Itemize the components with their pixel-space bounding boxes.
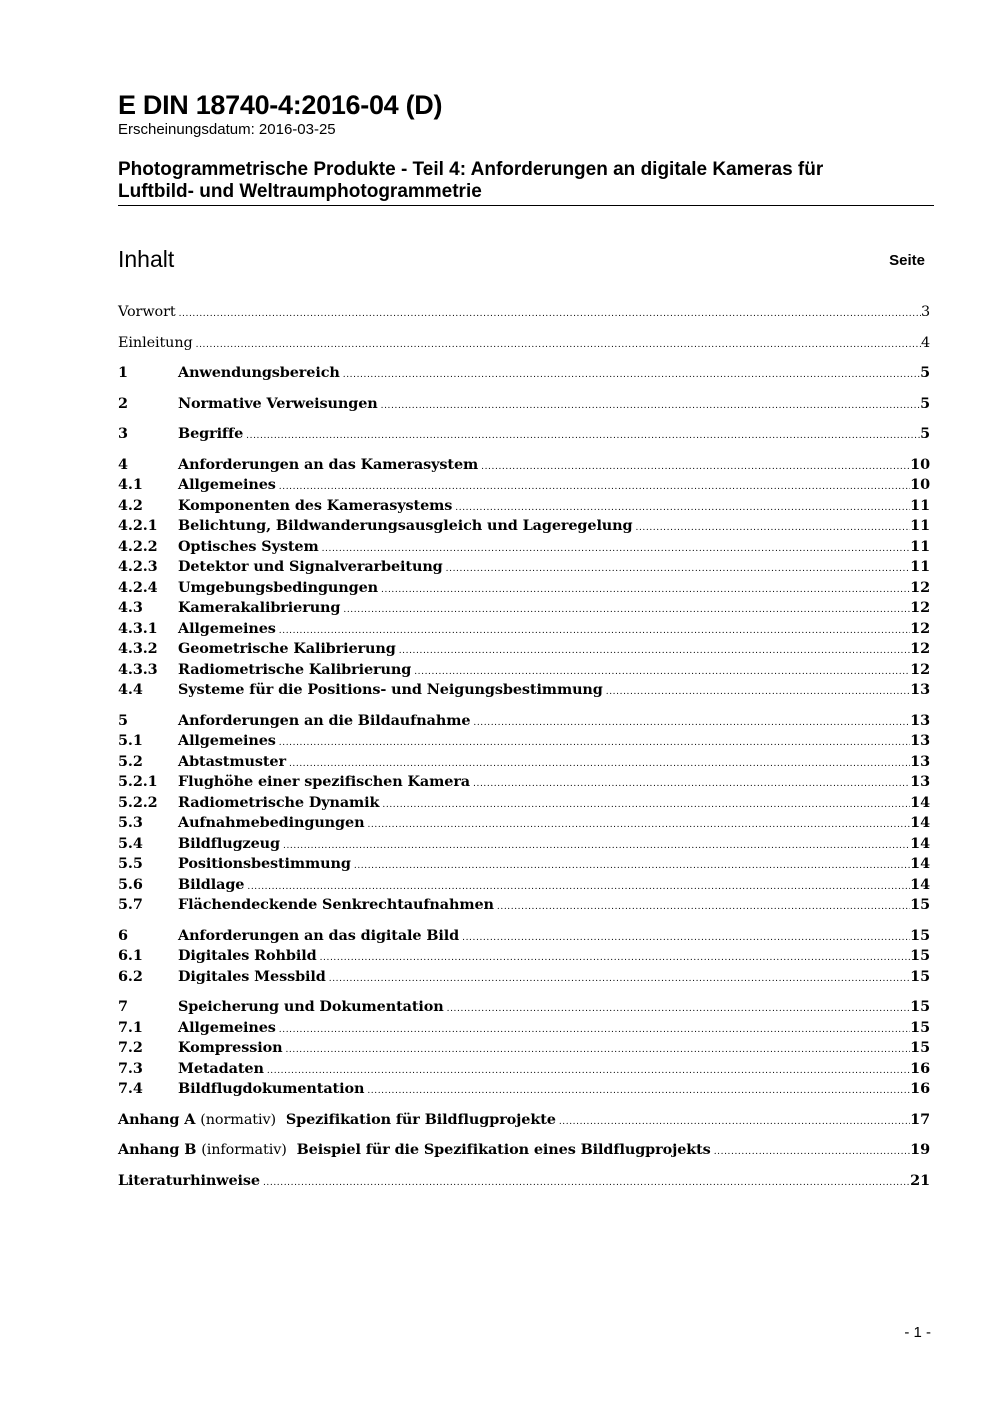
toc-entry-6-1[interactable] [118,946,930,967]
toc-entry-page: 14 [910,793,930,811]
toc-entry-number: 7.4 [118,1080,143,1097]
toc-entry-label: Normative Verweisungen [178,394,378,412]
toc-leader [196,335,921,356]
toc-entry-page: 14 [910,834,930,852]
toc-entry-number: 5.2 [118,752,143,770]
toc-entry-7-4[interactable] [118,1079,930,1100]
toc-entry-page: 12 [910,640,930,657]
toc-entry-4-3[interactable] [118,598,930,619]
publication-date: Erscheinungsdatum: 2016-03-25 [118,121,336,138]
toc-entry-number: 4.2.1 [118,517,158,534]
toc-entry-5-2-1[interactable] [118,772,930,793]
toc-entry-number: 4.3.3 [118,660,158,678]
toc-entry-4-3-1[interactable] [118,619,930,640]
toc-entry-label: Bildflugdokumentation [178,1080,365,1097]
toc-heading: Inhalt [118,246,175,272]
toc-entry-number: 5 [118,711,128,729]
document-title [118,159,934,206]
toc-entry-7-2[interactable] [118,1038,930,1059]
document-id: E DIN 18740-4:2016-04 (D) [118,90,443,120]
toc-entry-label: Kamerakalibrierung [178,599,341,616]
toc-entry-4-2-3[interactable] [118,557,930,578]
toc-entry-label: Anwendungsbereich [178,364,340,381]
toc-entry-page: 15 [910,998,930,1015]
toc-entry-7-1[interactable] [118,1018,930,1039]
toc-entry-page: 13 [910,681,930,698]
toc-entry-number: 4.2.4 [118,578,158,596]
toc-entry-number: 4.2.3 [118,558,158,575]
toc-leader [447,999,911,1020]
toc-entry-4-2-4[interactable] [118,578,930,599]
toc-leader [399,641,910,662]
toc-entry-5-7[interactable] [118,895,930,916]
toc-entry-number: 6.2 [118,967,143,985]
toc-entry-number: 4.4 [118,681,143,698]
toc-leader [285,1040,910,1061]
toc-entry-label: Umgebungsbedingungen [178,578,379,596]
toc-entry-number: 5.2.1 [118,773,158,790]
toc-entry-page: 16 [910,1059,930,1077]
toc-entry-label: Systeme für die Positions- und Neigungsbestimmung [178,681,603,698]
toc-entry-number: 1 [118,364,128,381]
toc-leader [279,621,910,642]
table-of-contents [118,302,930,1191]
annex-title: Spezifikation für Bildflugprojekte [285,1110,556,1128]
toc-entry-page: 17 [910,1110,930,1128]
toc-entry-label: Allgemeines [178,476,276,493]
toc-entry-number: 4.3.2 [118,640,158,657]
toc-leader [606,682,910,703]
toc-entry-number: 5.1 [118,732,143,749]
toc-entry-7[interactable] [118,997,930,1018]
toc-entry-page: 15 [910,1018,930,1036]
toc-leader [343,365,920,386]
toc-entry-einleitung[interactable] [118,333,930,354]
toc-entry-number: 5.6 [118,875,143,893]
toc-entry-5-4[interactable] [118,834,930,855]
toc-entry-label: Aufnahmebedingungen [178,814,365,831]
toc-entry-page: 19 [910,1141,930,1158]
toc-entry-number: 2 [118,394,128,412]
toc-entry-page: 16 [910,1080,930,1097]
toc-entry-label: Digitales Messbild [178,967,326,985]
toc-entry-label: Kompression [178,1039,283,1056]
toc-entry-page: 5 [920,394,930,412]
toc-entry-literaturhinweise[interactable] [118,1171,930,1192]
toc-entry-label: Komponenten des Kamerasystems [178,496,453,514]
toc-entry-4[interactable] [118,455,930,476]
toc-leader [473,713,910,734]
toc-entry-5-3[interactable] [118,813,930,834]
toc-entry-page: 11 [910,537,930,555]
toc-entry-5-5[interactable] [118,854,930,875]
page-column-label: Seite [889,252,925,269]
toc-entry-anhang-b[interactable] [118,1140,930,1161]
toc-entry-5-1[interactable] [118,731,930,752]
toc-entry-5-2-2[interactable] [118,793,930,814]
toc-entry-number: 5.7 [118,896,143,913]
toc-entry-number: 5.5 [118,855,143,872]
toc-entry-page: 10 [910,455,930,473]
toc-entry-label [118,1140,711,1161]
toc-entry-number: 3 [118,425,128,442]
toc-leader [455,498,910,519]
toc-entry-1[interactable] [118,363,930,384]
annex-title: Beispiel für die Spezifikation eines Bildflugprojekts [296,1141,711,1158]
toc-entry-page: 21 [910,1171,930,1189]
toc-entry-label: Abtastmuster [178,752,286,770]
toc-entry-number: 4.3 [118,599,143,616]
toc-entry-label: Speicherung und Dokumentation [178,998,444,1015]
toc-entry-label: Bildflugzeug [178,834,280,852]
toc-entry-page: 12 [910,599,930,616]
toc-entry-label: Positionsbestimmung [178,855,351,872]
toc-entry-number: 5.3 [118,814,143,831]
toc-entry-page: 11 [910,558,930,575]
toc-entry-4-2-2[interactable] [118,537,930,558]
toc-entry-label: Allgemeines [178,1018,276,1036]
toc-leader [279,1020,910,1041]
toc-entry-label: Anforderungen an die Bildaufnahme [178,711,471,729]
toc-entry-page: 12 [910,619,930,637]
toc-leader [289,754,910,775]
toc-entry-label: Radiometrische Dynamik [178,793,380,811]
annex-type: (informativ) [201,1142,287,1158]
toc-entry-page: 5 [920,425,930,442]
toc-entry-page: 15 [910,1039,930,1056]
toc-entry-page: 14 [910,855,930,872]
toc-entry-vorwort[interactable] [118,302,930,323]
toc-entry-anhang-a[interactable] [118,1110,930,1131]
page-number: - 1 - [904,1324,931,1341]
toc-leader [367,815,910,836]
toc-entry-label: Geometrische Kalibrierung [178,640,396,657]
toc-entry-page: 15 [910,947,930,964]
toc-entry-page: 15 [910,896,930,913]
toc-leader [343,600,910,621]
toc-entry-4-3-2[interactable] [118,639,930,660]
toc-entry-page: 13 [910,711,930,729]
toc-entry-page: 11 [910,496,930,514]
toc-entry-4-4[interactable] [118,680,930,701]
toc-entry-label: Radiometrische Kalibrierung [178,660,412,678]
toc-entry-number: 7 [118,998,128,1015]
toc-entry-label: Vorwort [118,304,176,320]
toc-entry-number: 4.3.1 [118,619,158,637]
toc-entry-label: Optisches System [178,537,319,555]
toc-entry-page: 12 [910,578,930,596]
toc-entry-label: Detektor und Signalverarbeitung [178,558,443,575]
toc-entry-5-2[interactable] [118,752,930,773]
toc-leader [381,580,910,601]
toc-entry-page: 10 [910,476,930,493]
toc-entry-page: 4 [920,334,930,351]
toc-leader [481,457,910,478]
toc-leader [263,1173,910,1194]
toc-leader [329,969,910,990]
toc-entry-number: 4.1 [118,476,143,493]
toc-leader [322,539,911,560]
toc-leader [462,928,910,949]
toc-entry-6-2[interactable] [118,967,930,988]
toc-entry-4-1[interactable] [118,475,930,496]
toc-entry-5-6[interactable] [118,875,930,896]
toc-entry-page: 11 [910,517,930,534]
toc-entry-4-3-3[interactable] [118,660,930,681]
toc-entry-3[interactable] [118,424,930,445]
annex-type: (normativ) [200,1111,277,1128]
toc-entry-number: 6.1 [118,947,143,964]
toc-entry-label: Allgemeines [178,619,276,637]
toc-entry-label: Literaturhinweise [118,1171,260,1189]
toc-leader [559,1112,910,1133]
toc-entry-number: 5.2.2 [118,793,158,811]
toc-entry-number: 5.4 [118,834,143,852]
toc-leader [279,733,910,754]
toc-entry-page: 3 [920,304,930,320]
toc-entry-label: Einleitung [118,334,193,351]
annex-name: Anhang B [118,1141,197,1158]
toc-leader [381,396,920,417]
toc-leader [320,948,911,969]
toc-entry-label: Anforderungen an das Kamerasystem [178,455,479,473]
toc-entry-label: Flächendeckende Senkrechtaufnahmen [178,896,494,913]
toc-leader [283,836,910,857]
toc-entry-page: 13 [910,732,930,749]
toc-entry-page: 15 [910,926,930,944]
annex-name: Anhang A [118,1110,196,1128]
toc-entry-number: 7.1 [118,1018,143,1036]
toc-entry-5[interactable] [118,711,930,732]
toc-leader [382,795,910,816]
toc-entry-4-2-1[interactable] [118,516,930,537]
toc-leader [636,518,911,539]
toc-leader [714,1142,910,1163]
toc-entry-label: Anforderungen an das digitale Bild [178,926,460,944]
toc-entry-page: 5 [920,364,930,381]
toc-entry-number: 6 [118,926,128,944]
toc-entry-6[interactable] [118,926,930,947]
toc-entry-number: 7.3 [118,1059,143,1077]
toc-leader [414,662,910,683]
toc-entry-page: 13 [910,752,930,770]
toc-entry-label: Belichtung, Bildwanderungsausgleich und Lageregelung [178,517,633,534]
toc-leader [267,1061,910,1082]
document-title-line-1: Photogrammetrische Produkte - Teil 4: Anforderungen an digitale Kameras für [118,159,824,180]
toc-entry-label [118,1110,556,1131]
toc-leader [246,426,920,447]
toc-entry-number: 4 [118,455,128,473]
toc-entry-page: 15 [910,967,930,985]
toc-leader [279,477,910,498]
toc-entry-page: 14 [910,875,930,893]
toc-leader [497,897,910,918]
toc-leader [247,877,910,898]
toc-entry-label: Digitales Rohbild [178,947,317,964]
toc-leader [473,774,910,795]
toc-entry-2[interactable] [118,394,930,415]
toc-entry-number: 7.2 [118,1039,143,1056]
toc-entry-label: Bildlage [178,875,245,893]
toc-entry-label: Begriffe [178,425,244,442]
toc-entry-label: Metadaten [178,1059,264,1077]
toc-entry-page: 14 [910,814,930,831]
toc-entry-number: 4.2.2 [118,537,158,555]
toc-leader [354,856,910,877]
toc-entry-page: 13 [910,773,930,790]
toc-leader [179,304,921,325]
toc-entry-7-3[interactable] [118,1059,930,1080]
document-title-line-2: Luftbild- und Weltraumphotogrammetrie [118,181,482,202]
toc-leader [446,559,911,580]
toc-entry-4-2[interactable] [118,496,930,517]
toc-entry-label: Flughöhe einer spezifischen Kamera [178,773,471,790]
toc-leader [367,1081,910,1102]
toc-entry-page: 12 [910,660,930,678]
toc-entry-label: Allgemeines [178,732,276,749]
toc-entry-number: 4.2 [118,496,143,514]
